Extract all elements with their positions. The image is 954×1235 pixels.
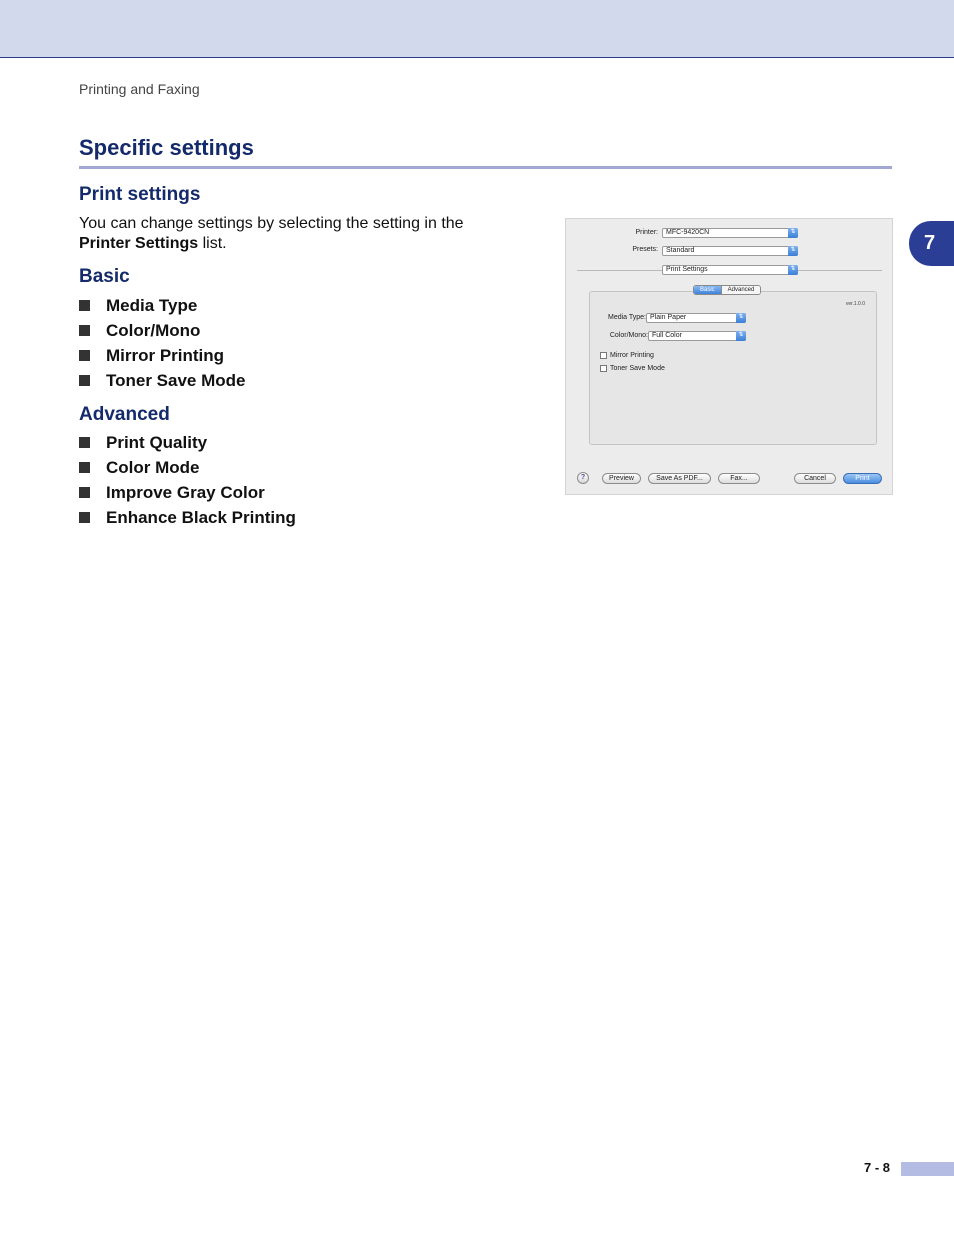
print-dialog-screenshot — [565, 218, 893, 495]
separator-right — [798, 270, 882, 271]
media-type-value: Plain Paper — [650, 314, 687, 321]
list-item — [79, 505, 296, 530]
save-as-pdf-button[interactable]: Save As PDF... — [648, 473, 711, 484]
tab-group — [693, 285, 761, 295]
intro-prefix: You can change settings by selecting the setting in the — [79, 215, 464, 232]
toner-save-mode-checkbox[interactable] — [600, 365, 665, 372]
print-button[interactable]: Print — [843, 473, 882, 484]
basic-list — [79, 293, 246, 393]
toner-save-mode-label: Toner Save Mode — [610, 365, 665, 372]
mirror-printing-checkbox[interactable] — [600, 352, 654, 359]
page-number: 7 - 8 — [864, 1160, 891, 1175]
intro-paragraph — [79, 214, 519, 254]
fax-button[interactable]: Fax... — [718, 473, 760, 484]
list-item-label: Print Quality — [106, 432, 208, 452]
list-item-label: Media Type — [106, 295, 198, 315]
bullet-icon — [79, 487, 90, 498]
bullet-icon — [79, 325, 90, 336]
media-type-select[interactable] — [646, 313, 746, 323]
printer-select[interactable] — [662, 228, 798, 238]
section-title: Specific settings — [79, 135, 254, 160]
bullet-icon — [79, 350, 90, 361]
mirror-printing-label: Mirror Printing — [610, 352, 654, 359]
updown-arrows-icon: ⇅ — [788, 265, 798, 275]
bullet-icon — [79, 512, 90, 523]
list-item — [79, 430, 296, 455]
list-item-label: Improve Gray Color — [106, 482, 265, 502]
intro-suffix: list. — [198, 235, 227, 252]
cancel-button[interactable]: Cancel — [794, 473, 836, 484]
help-icon[interactable]: ? — [577, 472, 589, 484]
checkbox-icon — [600, 365, 607, 372]
updown-arrows-icon: ⇅ — [788, 228, 798, 238]
color-mono-label: Color/Mono: — [609, 332, 648, 339]
version-label: ver.1.0.0 — [845, 301, 865, 307]
preview-button[interactable]: Preview — [602, 473, 641, 484]
updown-arrows-icon: ⇅ — [736, 331, 746, 341]
bullet-icon — [79, 437, 90, 448]
presets-label: Presets: — [632, 246, 658, 253]
panel-value: Print Settings — [666, 266, 708, 273]
page-number-bar — [901, 1162, 954, 1176]
list-item-label: Enhance Black Printing — [106, 507, 296, 527]
panel-select[interactable] — [662, 265, 798, 275]
list-item — [79, 293, 246, 318]
list-item — [79, 480, 296, 505]
print-settings-heading: Print settings — [79, 184, 201, 205]
intro-bold: Printer Settings — [79, 235, 199, 252]
running-header: Printing and Faxing — [79, 81, 200, 97]
color-mono-select[interactable] — [648, 331, 746, 341]
updown-arrows-icon: ⇅ — [788, 246, 798, 256]
list-item — [79, 368, 246, 393]
presets-select[interactable] — [662, 246, 798, 256]
list-item-label: Toner Save Mode — [106, 370, 246, 390]
advanced-heading: Advanced — [79, 404, 170, 425]
presets-value: Standard — [666, 247, 695, 254]
tab-advanced[interactable]: Advanced — [721, 286, 761, 294]
checkbox-icon — [600, 352, 607, 359]
list-item-label: Color Mode — [106, 457, 200, 477]
list-item-label: Mirror Printing — [106, 345, 225, 365]
chapter-tab: 7 — [909, 221, 954, 266]
bullet-icon — [79, 300, 90, 311]
tab-basic[interactable]: Basic — [694, 286, 721, 294]
separator-left — [577, 270, 662, 271]
media-type-label: Media Type: — [607, 314, 646, 321]
list-item — [79, 343, 246, 368]
printer-label: Printer: — [635, 229, 658, 236]
printer-value: MFC-9420CN — [666, 229, 710, 236]
updown-arrows-icon: ⇅ — [736, 313, 746, 323]
list-item — [79, 455, 296, 480]
top-header-band — [0, 0, 954, 58]
bullet-icon — [79, 462, 90, 473]
list-item-label: Color/Mono — [106, 320, 201, 340]
basic-heading: Basic — [79, 266, 130, 287]
title-rule — [79, 166, 892, 169]
list-item — [79, 318, 246, 343]
advanced-list — [79, 430, 296, 530]
color-mono-value: Full Color — [652, 332, 682, 339]
bullet-icon — [79, 375, 90, 386]
